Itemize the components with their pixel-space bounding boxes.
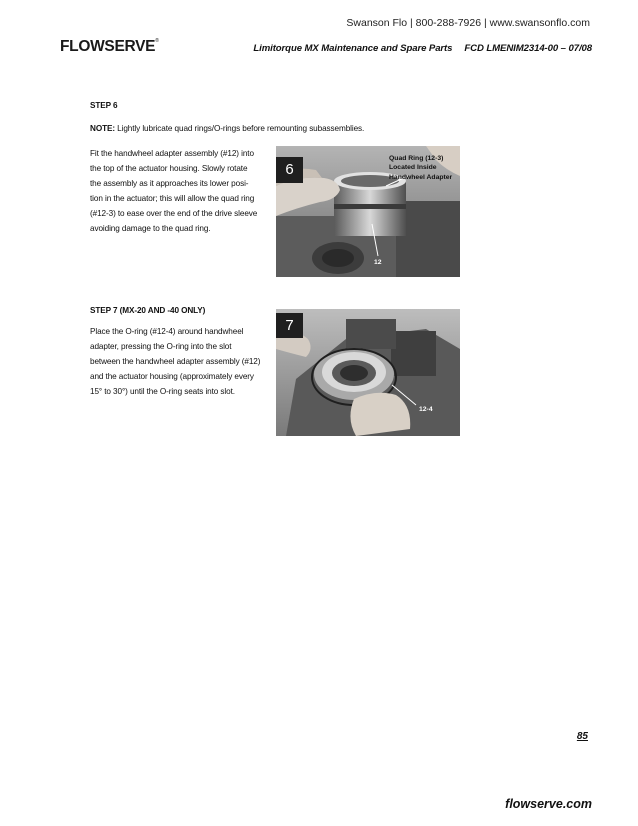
step6-callout-quad-ring xyxy=(389,154,452,182)
step7-body-line: adapter, pressing the O-ring into the slot xyxy=(90,342,232,351)
step6-body-line: Fit the handwheel adapter assembly (#12) into xyxy=(90,149,254,158)
logo-text: FLOWSERVE xyxy=(60,38,156,55)
manual-title: Limitorque MX Maintenance and Spare Parts xyxy=(253,43,453,54)
flowserve-logo xyxy=(60,38,159,56)
page-number: 85 xyxy=(576,731,588,742)
step7-callout-part-12-4: 12-4 xyxy=(419,406,433,413)
step7-body-line: Place the O-ring (#12-4) around handwheel xyxy=(90,327,244,336)
callout-line: Handwheel Adapter xyxy=(389,173,453,181)
step6-body-line: (#12-3) to ease over the end of the drive sleeve xyxy=(90,209,258,218)
footer-url: flowserve.com xyxy=(505,797,592,811)
step6-note xyxy=(90,124,364,133)
step7-photo xyxy=(276,309,460,436)
step7-body-line: and the actuator housing (approximately every xyxy=(90,372,254,381)
document-code: FCD LMENIM2314-00 – 07/08 xyxy=(464,43,592,54)
note-text: Lightly lubricate quad rings/O-rings before remounting subassemblies. xyxy=(117,124,365,133)
callout-line: Located Inside xyxy=(389,164,437,172)
step6-body-line: tion in the actuator; this will allow the quad ring xyxy=(90,194,255,203)
step6-callout-part-12: 12 xyxy=(374,259,382,266)
step6-title: STEP 6 xyxy=(90,101,118,110)
step6-badge: 6 xyxy=(276,157,303,183)
step7-body-line: 15° to 30°) until the O-ring seats into slot. xyxy=(90,387,235,396)
step6-body-line: the assembly as it approaches its lower posi- xyxy=(90,179,249,188)
step7-body xyxy=(90,324,260,399)
note-label: NOTE: xyxy=(90,124,115,133)
step6-body-line: the top of the actuator housing. Slowly rotate xyxy=(90,164,248,173)
step7-badge: 7 xyxy=(276,313,303,338)
step6-body-line: avoiding damage to the quad ring. xyxy=(90,224,211,233)
step7-photo-illustration xyxy=(276,309,460,436)
document-header xyxy=(253,43,592,54)
step7-body-line: between the handwheel adapter assembly (#12) xyxy=(90,357,261,366)
step6-body xyxy=(90,146,257,236)
step7-title: STEP 7 (MX-20 AND -40 ONLY) xyxy=(90,306,206,315)
contact-line: Swanson Flo | 800-288-7926 | www.swansonflo.com xyxy=(346,17,590,29)
logo-registered-mark: ® xyxy=(155,38,159,44)
callout-line: Quad Ring (12-3) xyxy=(389,155,444,162)
